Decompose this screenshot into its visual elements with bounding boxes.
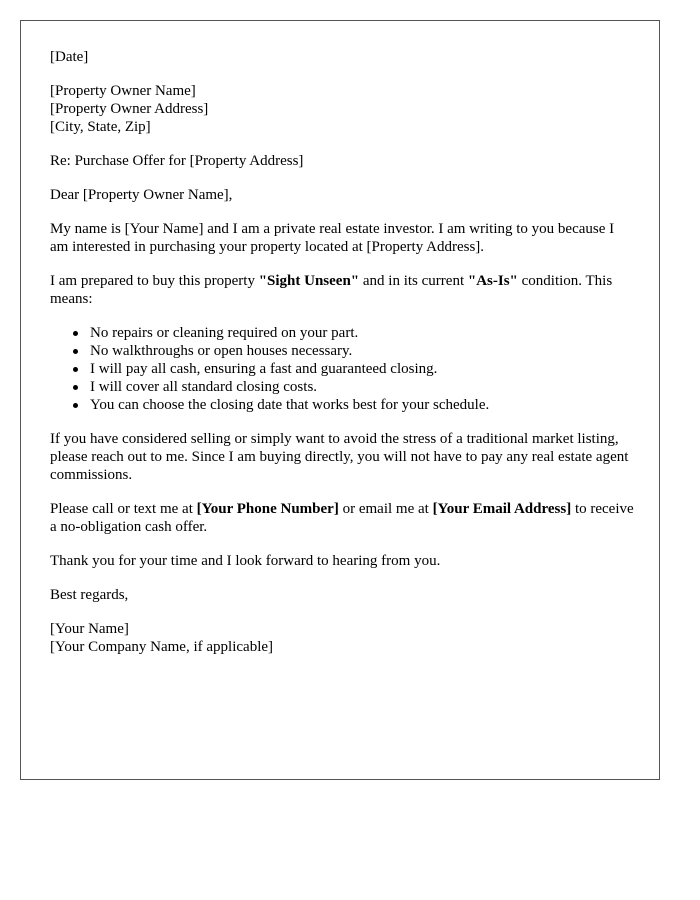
recipient-address: [Property Owner Address] bbox=[50, 101, 209, 117]
contact-phone: [Your Phone Number] bbox=[196, 501, 339, 517]
benefits-list bbox=[50, 324, 635, 414]
offer-suffix: condition. This means: bbox=[50, 273, 613, 307]
letter-subject: Re: Purchase Offer for [Property Address] bbox=[50, 153, 304, 169]
contact-prefix: Please call or text me at bbox=[50, 501, 197, 517]
list-item: No walkthroughs or open houses necessary. bbox=[90, 342, 635, 360]
letter-date: [Date] bbox=[50, 49, 89, 65]
contact-suffix: to receive a no-obligation cash offer. bbox=[50, 501, 634, 535]
bullet-dot bbox=[73, 385, 78, 390]
offer-middle: and in its current bbox=[359, 273, 468, 289]
recipient-city-state-zip: [City, State, Zip] bbox=[50, 119, 151, 135]
intro-paragraph: My name is [Your Name] and I am a private real estate investor. I am writing to you because I am interested in purchasing your property located at [Property Address]. bbox=[50, 221, 615, 255]
letter-body bbox=[50, 48, 635, 672]
signature-name: [Your Name] bbox=[50, 621, 129, 637]
recipient-name: [Property Owner Name] bbox=[50, 83, 196, 99]
bullet-dot bbox=[73, 367, 78, 372]
bullet-dot bbox=[73, 331, 78, 336]
contact-middle: or email me at bbox=[338, 501, 433, 517]
thanks-paragraph: Thank you for your time and I look forward to hearing from you. bbox=[50, 553, 441, 569]
offer-prefix: I am prepared to buy this property bbox=[50, 273, 259, 289]
offer-as-is: "As-Is" bbox=[467, 273, 518, 289]
bullet-dot bbox=[73, 349, 78, 354]
recipient-address-block bbox=[50, 82, 635, 136]
letter-page bbox=[20, 20, 660, 780]
contact-email: [Your Email Address] bbox=[432, 501, 572, 517]
list-item: You can choose the closing date that works best for your schedule. bbox=[90, 396, 635, 414]
closing-line: Best regards, bbox=[50, 587, 129, 603]
signature-block bbox=[50, 620, 635, 656]
reach-out-paragraph: If you have considered selling or simply want to avoid the stress of a traditional market listing, please reach out to me. Since I am buying directly, you will not have to pay any real estate agent commissions. bbox=[50, 431, 629, 483]
offer-paragraph bbox=[50, 272, 635, 308]
list-item: I will pay all cash, ensuring a fast and guaranteed closing. bbox=[90, 360, 635, 378]
list-item: I will cover all standard closing costs. bbox=[90, 378, 635, 396]
signature-company: [Your Company Name, if applicable] bbox=[50, 639, 274, 655]
bullet-dot bbox=[73, 403, 78, 408]
contact-paragraph bbox=[50, 500, 635, 536]
offer-sight-unseen: "Sight Unseen" bbox=[258, 273, 360, 289]
letter-salutation: Dear [Property Owner Name], bbox=[50, 187, 233, 203]
list-item: No repairs or cleaning required on your part. bbox=[90, 324, 635, 342]
